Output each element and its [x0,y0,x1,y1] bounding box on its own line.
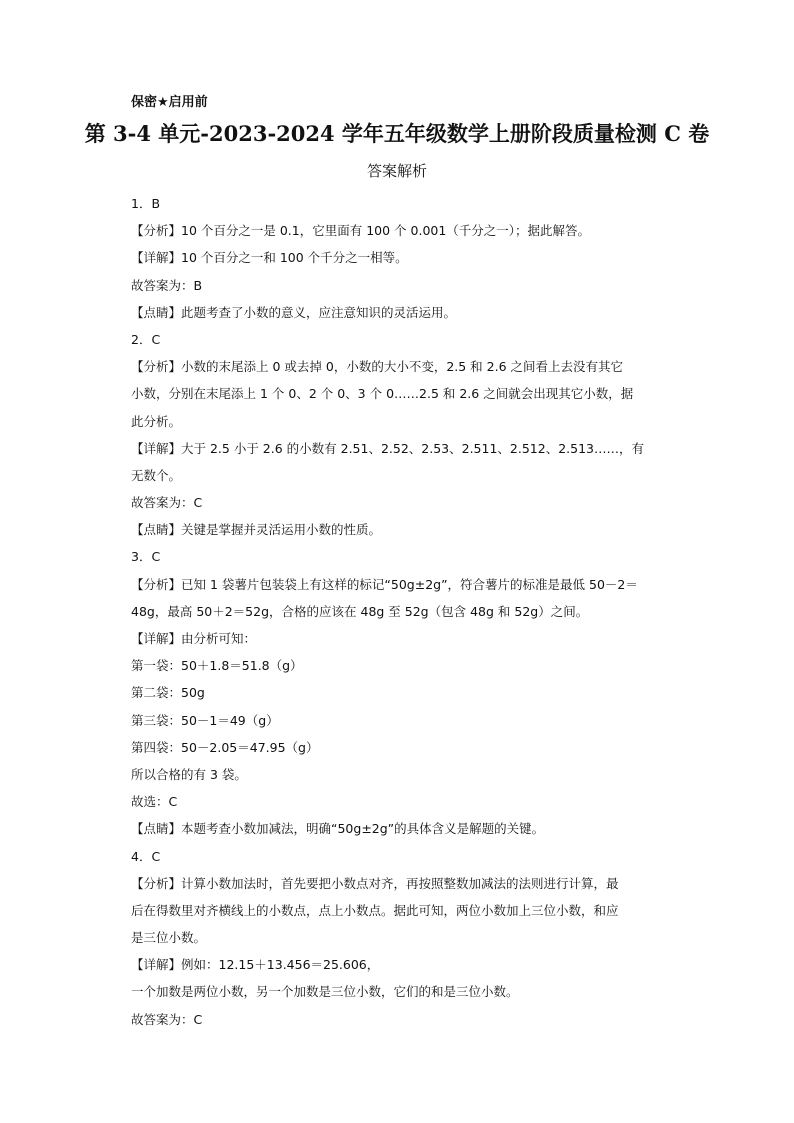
text-line: 【分析】小数的末尾添上 0 或去掉 0，小数的大小不变，2.5 和 2.6 之间看上去没有其它 [131,359,624,375]
text-line: 此分析。 [131,413,182,429]
text-line: 一个加数是两位小数，另一个加数是三位小数，它们的和是三位小数。 [131,984,519,1000]
text-line: 1．B [131,196,161,211]
text-line: 【分析】10 个百分之一是 0.1，它里面有 100 个 0.001（千分之一）；据此解答。 [131,223,591,239]
answer-body [131,190,676,1033]
text-line: 第一袋：50＋1.8＝51.8（g） [131,658,303,674]
text-line: 【点睛】此题考查了小数的意义，应注意知识的灵活运用。 [131,304,457,320]
text-line: 【详解】由分析可知： [131,631,257,646]
text-line: 第二袋：50g [131,685,205,701]
text-line: 48g，最高 50＋2＝52g，合格的应该在 48g 至 52g（包含 48g 和 52g）之间。 [131,603,589,619]
text-line: 4．C [131,848,161,864]
text-line: 【分析】计算小数加法时，首先要把小数点对齐，再按照整数加减法的法则进行计算，最 [131,875,619,891]
text-line: 【详解】例如：12.15＋13.456＝25.606， [131,957,380,973]
document-title: 第 3-4 单元-2023-2024 学年五年级数学上册阶段质量检测 C 卷 [84,121,710,146]
text-line: 无数个。 [131,467,182,483]
text-line: 【点睛】关键是掌握并灵活运用小数的性质。 [131,522,382,538]
text-line: 【详解】10 个百分之一和 100 个千分之一相等。 [131,250,408,266]
text-line: 【详解】大于 2.5 小于 2.6 的小数有 2.51、2.52、2.53、2.511、2.512、2.513……，有 [131,440,644,456]
text-line: 故答案为：B [131,277,203,293]
text-line: 【点睛】本题考查小数加减法，明确“50g±2g”的具体含义是解题的关键。 [131,821,545,837]
text-line: 后在得数里对齐横线上的小数点，点上小数点。据此可知，两位小数加上三位小数，和应 [131,902,619,918]
text-line: 小数，分别在末尾添上 1 个 0、2 个 0、3 个 0……2.5 和 2.6 之间就会出现其它小数，据 [131,386,634,402]
text-line: 故答案为：C [131,1011,203,1027]
text-line: 所以合格的有 3 袋。 [131,766,247,782]
text-line: 3．C [131,549,161,565]
confidential-label: 保密★启用前 [131,95,208,110]
text-line: 第四袋：50－2.05＝47.95（g） [131,739,319,755]
text-line: 是三位小数。 [131,930,207,946]
text-line: 故答案为：C [131,495,203,511]
text-line: 【分析】已知 1 袋薯片包装袋上有这样的标记“50g±2g”，符合薯片的标准是最低 50－2＝ [131,576,638,592]
text-line: 2．C [131,331,161,347]
document-subtitle: 答案解析 [366,162,427,180]
text-line: 第三袋：50－1＝49（g） [131,712,279,728]
text-line: 故选：C [131,794,178,810]
